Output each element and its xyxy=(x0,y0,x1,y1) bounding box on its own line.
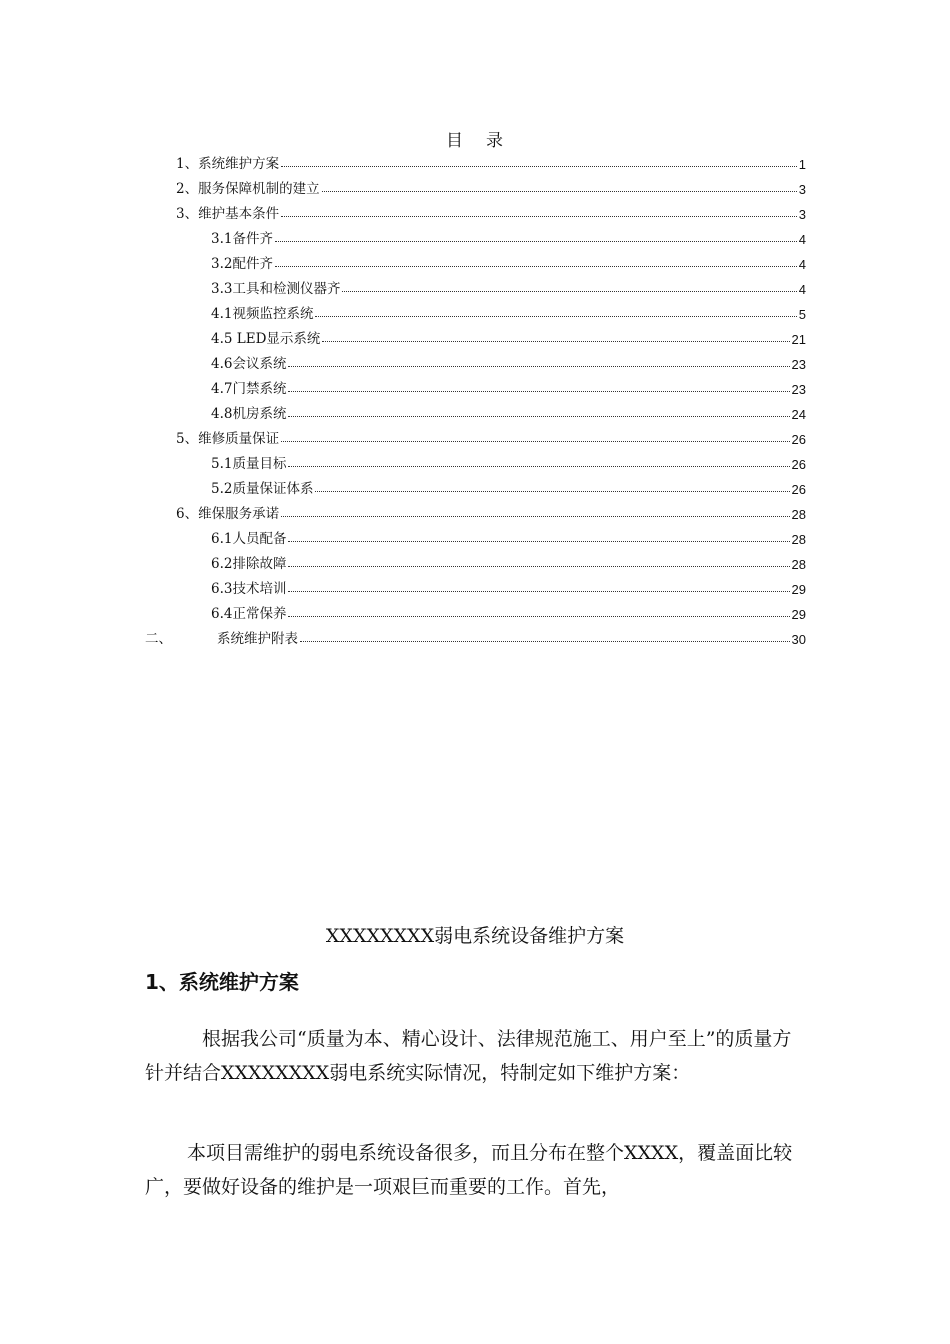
toc-entry[interactable] xyxy=(145,625,806,647)
toc-entry-label: 5.2质量保证体系 xyxy=(211,481,314,497)
toc-entry[interactable] xyxy=(176,150,806,172)
toc-leader-dots xyxy=(322,340,789,342)
toc-title-right: 录 xyxy=(486,131,504,151)
paragraph-text: 本项目需维护的弱电系统设备很多，而且分布在整个XXXX，覆盖面比较广，要做好设备的维护是一项艰巨而重要的工作。首先， xyxy=(145,1142,793,1198)
toc-entry[interactable] xyxy=(176,500,806,522)
toc-leader-dots xyxy=(281,515,789,517)
toc-entry[interactable] xyxy=(211,475,806,497)
toc-entry[interactable] xyxy=(211,575,806,597)
toc-leader-dots xyxy=(288,615,789,617)
toc-entry-page: 24 xyxy=(791,407,806,422)
toc-leader-dots xyxy=(281,440,789,442)
toc-entry-label: 1、系统维护方案 xyxy=(176,156,280,172)
toc-entry-label: 2、服务保障机制的建立 xyxy=(176,181,320,197)
toc-entry-page: 26 xyxy=(791,482,806,497)
toc-title-left: 目 xyxy=(446,131,464,151)
toc-entry-label: 3.3工具和检测仪器齐 xyxy=(211,281,341,297)
toc-entry[interactable] xyxy=(211,275,806,297)
toc-entry[interactable] xyxy=(176,425,806,447)
toc-entry[interactable] xyxy=(176,175,806,197)
toc-entry-label: 3、维护基本条件 xyxy=(176,206,280,222)
toc-entry-label: 6、维保服务承诺 xyxy=(176,506,280,522)
toc-entry[interactable] xyxy=(211,350,806,372)
document-title: XXXXXXXX弱电系统设备维护方案 xyxy=(325,925,625,947)
toc-entry[interactable] xyxy=(211,375,806,397)
toc-entry-label: 二、 xyxy=(145,631,172,647)
toc-entry-page: 26 xyxy=(791,457,806,472)
toc-leader-dots xyxy=(275,240,797,242)
toc-entry-page: 29 xyxy=(791,582,806,597)
toc-title xyxy=(0,126,950,151)
toc-entry-page: 4 xyxy=(798,232,806,247)
toc-entry-label: 3.2配件齐 xyxy=(211,256,273,272)
toc-entry-page: 28 xyxy=(791,532,806,547)
toc-entry-label: 4.6会议系统 xyxy=(211,356,287,372)
toc-entry-page: 28 xyxy=(791,507,806,522)
toc-entry-page: 23 xyxy=(791,357,806,372)
toc-entry[interactable] xyxy=(211,400,806,422)
toc-entry-page: 26 xyxy=(791,432,806,447)
toc-entry-label: 3.1备件齐 xyxy=(211,231,273,247)
body-paragraph xyxy=(145,1136,805,1204)
toc-entry-page: 4 xyxy=(798,282,806,297)
toc-leader-dots xyxy=(300,640,790,642)
toc-entry[interactable] xyxy=(176,200,806,222)
toc-leader-dots xyxy=(275,265,797,267)
toc-entry-page: 4 xyxy=(798,257,806,272)
toc-entry[interactable] xyxy=(211,550,806,572)
toc-leader-dots xyxy=(288,415,789,417)
toc-leader-dots xyxy=(288,390,789,392)
toc-entry-page: 1 xyxy=(798,157,806,172)
toc-entry[interactable] xyxy=(211,250,806,272)
toc-entry-label: 4.5 LED显示系统 xyxy=(211,331,321,347)
toc-leader-dots xyxy=(342,290,796,292)
toc-leader-dots xyxy=(288,565,789,567)
toc-entry-page: 5 xyxy=(798,307,806,322)
toc-leader-dots xyxy=(288,365,789,367)
toc-entry-page: 29 xyxy=(791,607,806,622)
toc-entry-page: 3 xyxy=(798,182,806,197)
toc-entry-label: 4.7门禁系统 xyxy=(211,381,287,397)
toc-entry[interactable] xyxy=(211,450,806,472)
body-paragraph xyxy=(145,1022,805,1090)
toc-leader-dots xyxy=(281,215,797,217)
toc-entry-page: 23 xyxy=(791,382,806,397)
toc-entry-label: 5.1质量目标 xyxy=(211,456,287,472)
toc-entry-label: 6.3技术培训 xyxy=(211,581,287,597)
toc-leader-dots xyxy=(281,165,797,167)
toc-entry[interactable] xyxy=(211,300,806,322)
toc-entry[interactable] xyxy=(211,600,806,622)
toc-entry-label: 5、维修质量保证 xyxy=(176,431,280,447)
toc-leader-dots xyxy=(315,490,789,492)
toc-entry-page: 21 xyxy=(791,332,806,347)
toc-entry-page: 28 xyxy=(791,557,806,572)
toc-entry-label: 6.4正常保养 xyxy=(211,606,287,622)
toc-entry[interactable] xyxy=(211,325,806,347)
toc-leader-dots xyxy=(322,190,797,192)
toc-leader-dots xyxy=(288,590,789,592)
section-heading: 1、系统维护方案 xyxy=(145,970,299,994)
toc-entry-label: 4.8机房系统 xyxy=(211,406,287,422)
paragraph-text: 根据我公司“质量为本、精心设计、法律规范施工、用户至上”的质量方针并结合XXXXXXXX弱电系统实际情况，特制定如下维护方案： xyxy=(145,1028,792,1084)
toc-leader-dots xyxy=(288,465,789,467)
toc-entry-page: 3 xyxy=(798,207,806,222)
toc-entry-label: 6.2排除故障 xyxy=(211,556,287,572)
toc-entry-label: 4.1视频监控系统 xyxy=(211,306,314,322)
toc-entry[interactable] xyxy=(211,225,806,247)
toc-leader-dots xyxy=(288,540,789,542)
toc-leader-dots xyxy=(315,315,796,317)
toc-entry[interactable] xyxy=(211,525,806,547)
toc-entry-page: 30 xyxy=(791,632,806,647)
toc-entry-label: 系统维护附表 xyxy=(217,631,298,647)
toc-entry-label: 6.1人员配备 xyxy=(211,531,287,547)
